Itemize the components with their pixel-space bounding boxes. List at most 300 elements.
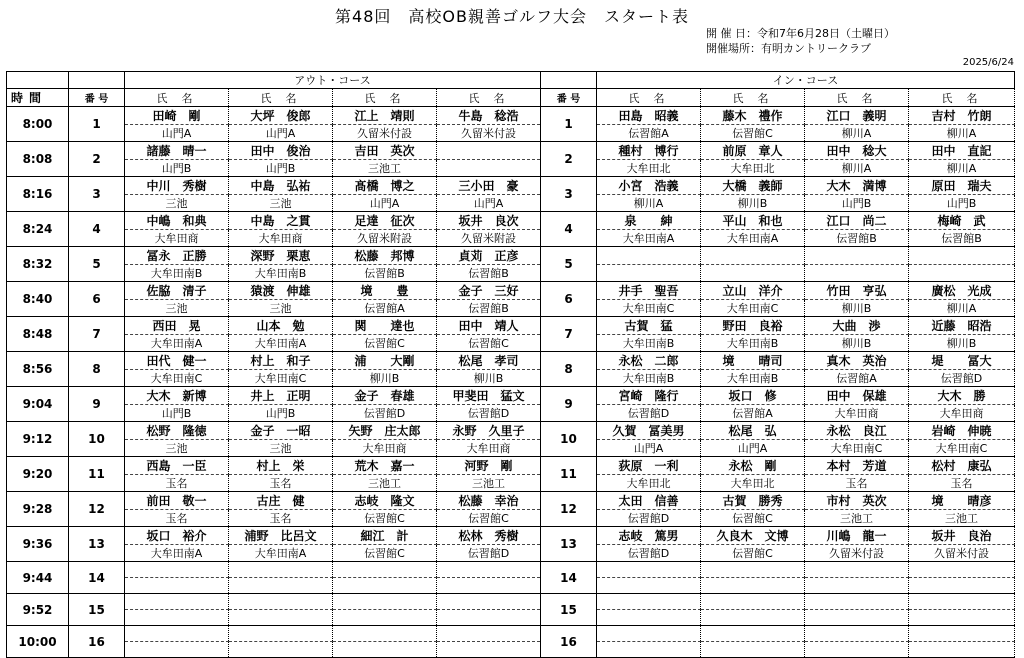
player-name: 永野 久里子 (437, 422, 541, 440)
player-name: 松藤 邦博 (333, 247, 437, 265)
player-club: 玉名 (229, 510, 333, 527)
tee-group-name-row (7, 527, 1015, 545)
player-club (597, 610, 701, 626)
player-name: 深野 栗恵 (229, 247, 333, 265)
player-club (229, 642, 333, 658)
player-club: 大牟田北 (597, 160, 701, 177)
tee-time: 10:00 (7, 626, 69, 658)
player-name (437, 562, 541, 578)
tee-group-club-row (7, 335, 1015, 352)
tee-group-name-row (7, 247, 1015, 265)
player-name: 志岐 隆文 (333, 492, 437, 510)
player-club: 久留米附設 (333, 230, 437, 247)
player-name: 大木 新博 (125, 387, 229, 405)
player-name: 本村 芳道 (805, 457, 909, 475)
name-header: 氏名 (125, 89, 229, 107)
player-club: 柳川B (805, 300, 909, 317)
tee-group-name-row (7, 282, 1015, 300)
tee-group-club-row (7, 610, 1015, 626)
tee-group-name-row (7, 492, 1015, 510)
player-club: 三池工 (333, 475, 437, 492)
player-club: 伝習館C (333, 510, 437, 527)
player-name: 田中 稔大 (805, 142, 909, 160)
out-group-number: 1 (69, 107, 125, 142)
player-name (437, 142, 541, 160)
player-name (333, 594, 437, 610)
player-name (125, 562, 229, 578)
player-name: 田崎 剛 (125, 107, 229, 125)
player-name: 藤木 禮作 (701, 107, 805, 125)
player-club: 久留米付設 (805, 545, 909, 562)
player-name (229, 594, 333, 610)
player-club: 柳川A (805, 160, 909, 177)
player-club (701, 610, 805, 626)
player-name (597, 247, 701, 265)
player-club (125, 642, 229, 658)
in-group-number: 12 (541, 492, 597, 527)
out-number-header: 番 号 (69, 89, 125, 107)
player-name: 荒木 嘉一 (333, 457, 437, 475)
player-club (805, 265, 909, 282)
player-name: 金子 三好 (437, 282, 541, 300)
player-name: 江口 義明 (805, 107, 909, 125)
player-club: 伝習館D (333, 405, 437, 422)
player-club (701, 265, 805, 282)
player-club: 大牟田商 (125, 230, 229, 247)
out-group-number: 9 (69, 387, 125, 422)
player-name: 田中 保雄 (805, 387, 909, 405)
player-name: 近藤 昭浩 (909, 317, 1015, 335)
in-group-number: 13 (541, 527, 597, 562)
player-name (597, 562, 701, 578)
player-club: 山門A (437, 195, 541, 212)
tee-group-club-row (7, 125, 1015, 142)
player-club: 伝習館B (909, 230, 1015, 247)
player-club: 伝習館A (701, 405, 805, 422)
start-table (6, 71, 1015, 658)
tee-time: 8:56 (7, 352, 69, 387)
tee-group-name-row (7, 317, 1015, 335)
in-number-header: 番 号 (541, 89, 597, 107)
player-club (701, 642, 805, 658)
player-name (805, 594, 909, 610)
player-club (333, 578, 437, 594)
player-club: 大牟田南C (597, 300, 701, 317)
player-club: 大牟田北 (701, 160, 805, 177)
player-name: 大坪 俊郎 (229, 107, 333, 125)
player-name: 境 豊 (333, 282, 437, 300)
player-name: 大曲 渉 (805, 317, 909, 335)
out-course-header: アウト・コース (125, 72, 541, 89)
player-name: 大木 満博 (805, 177, 909, 195)
out-group-number: 12 (69, 492, 125, 527)
blank-header (69, 72, 125, 89)
tee-time: 9:12 (7, 422, 69, 457)
blank-header (7, 72, 69, 89)
player-club: 大牟田北 (597, 475, 701, 492)
player-club: 玉名 (125, 510, 229, 527)
player-club: 山門B (125, 405, 229, 422)
player-club: 伝習館A (805, 370, 909, 387)
player-club (909, 642, 1015, 658)
in-group-number: 6 (541, 282, 597, 317)
out-group-number: 3 (69, 177, 125, 212)
player-club: 大牟田南A (701, 230, 805, 247)
player-name: 久賀 冨美男 (597, 422, 701, 440)
player-club: 三池 (125, 440, 229, 457)
player-name: 種村 博行 (597, 142, 701, 160)
in-group-number: 4 (541, 212, 597, 247)
player-club (125, 578, 229, 594)
player-name: 古賀 猛 (597, 317, 701, 335)
player-name (701, 562, 805, 578)
tee-group-name-row (7, 212, 1015, 230)
player-name: 境 晴彦 (909, 492, 1015, 510)
player-name: 田代 健一 (125, 352, 229, 370)
out-group-number: 8 (69, 352, 125, 387)
player-name: 泉 紳 (597, 212, 701, 230)
player-club (229, 578, 333, 594)
player-name: 荻原 一利 (597, 457, 701, 475)
name-header: 氏名 (437, 89, 541, 107)
player-name: 江口 尚二 (805, 212, 909, 230)
tee-group-club-row (7, 265, 1015, 282)
player-name (805, 247, 909, 265)
tee-group-club-row (7, 230, 1015, 247)
player-name (437, 594, 541, 610)
player-club: 柳川B (909, 335, 1015, 352)
player-club: 山門B (229, 405, 333, 422)
player-name: 甲斐田 猛文 (437, 387, 541, 405)
player-club: 大牟田商 (437, 440, 541, 457)
course-header-row (7, 72, 1015, 89)
player-name: 田中 俊治 (229, 142, 333, 160)
player-name: 田島 昭義 (597, 107, 701, 125)
player-name: 立山 洋介 (701, 282, 805, 300)
player-name: 志岐 篤男 (597, 527, 701, 545)
player-club: 柳川B (333, 370, 437, 387)
tee-group-club-row (7, 642, 1015, 658)
player-club: 柳川B (805, 335, 909, 352)
player-club: 大牟田商 (333, 440, 437, 457)
player-club: 伝習館D (597, 510, 701, 527)
player-name: 吉田 英次 (333, 142, 437, 160)
player-club (437, 160, 541, 177)
player-name: 小宮 浩義 (597, 177, 701, 195)
player-name: 大橋 義師 (701, 177, 805, 195)
tee-group-club-row (7, 475, 1015, 492)
player-club: 大牟田南C (125, 370, 229, 387)
player-club: 大牟田北 (701, 475, 805, 492)
player-club: 三池 (229, 440, 333, 457)
in-group-number: 10 (541, 422, 597, 457)
tee-group-name-row (7, 387, 1015, 405)
player-name: 永松 剛 (701, 457, 805, 475)
player-name (597, 594, 701, 610)
player-name: 古賀 勝秀 (701, 492, 805, 510)
in-group-number: 5 (541, 247, 597, 282)
tee-group-name-row (7, 107, 1015, 125)
name-header: 氏名 (333, 89, 437, 107)
player-club: 伝習館C (701, 125, 805, 142)
out-group-number: 6 (69, 282, 125, 317)
player-club: 大牟田南A (125, 545, 229, 562)
tee-time: 8:16 (7, 177, 69, 212)
tee-group-club-row (7, 160, 1015, 177)
player-name: 坂口 修 (701, 387, 805, 405)
tee-time: 9:28 (7, 492, 69, 527)
player-name: 松藤 幸治 (437, 492, 541, 510)
in-group-number: 16 (541, 626, 597, 658)
player-name: 猿渡 伸雄 (229, 282, 333, 300)
player-name (805, 562, 909, 578)
name-header: 氏名 (701, 89, 805, 107)
tee-group-club-row (7, 440, 1015, 457)
in-group-number: 3 (541, 177, 597, 212)
player-name: 松林 秀樹 (437, 527, 541, 545)
player-name: 竹田 亨弘 (805, 282, 909, 300)
player-name: 永松 良江 (805, 422, 909, 440)
player-name (909, 594, 1015, 610)
player-club: 玉名 (805, 475, 909, 492)
player-club (333, 610, 437, 626)
player-name: 境 晴司 (701, 352, 805, 370)
player-club: 伝習館C (333, 545, 437, 562)
player-club: 三池工 (437, 475, 541, 492)
player-name (229, 562, 333, 578)
player-club: 玉名 (909, 475, 1015, 492)
player-name: 中川 秀樹 (125, 177, 229, 195)
player-club: 伝習館B (805, 230, 909, 247)
player-name: 河野 剛 (437, 457, 541, 475)
player-club (437, 578, 541, 594)
tee-group-club-row (7, 300, 1015, 317)
player-club (909, 265, 1015, 282)
player-name: 西島 一臣 (125, 457, 229, 475)
player-club (437, 642, 541, 658)
player-name: 貞苅 正彦 (437, 247, 541, 265)
player-club: 大牟田南B (597, 370, 701, 387)
player-club: 大牟田南A (125, 335, 229, 352)
player-club: 山門A (701, 440, 805, 457)
player-club: 久留米付設 (333, 125, 437, 142)
tee-time: 8:40 (7, 282, 69, 317)
player-club (437, 610, 541, 626)
tee-group-name-row (7, 422, 1015, 440)
player-name: 古庄 健 (229, 492, 333, 510)
player-club (909, 610, 1015, 626)
player-club: 伝習館C (701, 545, 805, 562)
tee-group-club-row (7, 195, 1015, 212)
in-group-number: 1 (541, 107, 597, 142)
tee-time: 9:36 (7, 527, 69, 562)
player-club: 山門B (125, 160, 229, 177)
out-group-number: 5 (69, 247, 125, 282)
player-name: 金子 春雄 (333, 387, 437, 405)
blank-header (541, 72, 597, 89)
tee-time: 8:48 (7, 317, 69, 352)
player-club: 柳川A (597, 195, 701, 212)
player-name: 山本 勉 (229, 317, 333, 335)
player-club (805, 578, 909, 594)
player-name (701, 594, 805, 610)
name-header: 氏名 (909, 89, 1015, 107)
player-club: 柳川A (909, 160, 1015, 177)
player-club: 山門A (333, 195, 437, 212)
out-group-number: 10 (69, 422, 125, 457)
print-date: 2025/6/24 (962, 57, 1014, 68)
player-club: 伝習館A (333, 300, 437, 317)
in-group-number: 15 (541, 594, 597, 626)
page-title: 第48回 高校OB親善ゴルフ大会 スタート表 (335, 7, 689, 26)
in-group-number: 11 (541, 457, 597, 492)
tee-time: 8:08 (7, 142, 69, 177)
player-club: 山門A (597, 440, 701, 457)
player-club: 久留米付設 (909, 545, 1015, 562)
tee-time: 8:00 (7, 107, 69, 142)
player-club: 玉名 (125, 475, 229, 492)
player-club (597, 578, 701, 594)
player-name: 足達 征次 (333, 212, 437, 230)
player-name: 梅崎 武 (909, 212, 1015, 230)
player-club: 大牟田南B (229, 265, 333, 282)
player-name: 細江 計 (333, 527, 437, 545)
in-group-number: 2 (541, 142, 597, 177)
player-club: 三池工 (333, 160, 437, 177)
player-club: 大牟田南B (125, 265, 229, 282)
player-club: 柳川A (805, 125, 909, 142)
tee-group-name-row (7, 352, 1015, 370)
tee-time: 8:24 (7, 212, 69, 247)
player-club: 伝習館D (909, 370, 1015, 387)
player-club: 大牟田南C (805, 440, 909, 457)
player-club: 三池 (125, 300, 229, 317)
player-name: 大木 勝 (909, 387, 1015, 405)
player-name: 原田 瑞夫 (909, 177, 1015, 195)
player-club: 大牟田南A (597, 230, 701, 247)
player-club: 伝習館D (597, 545, 701, 562)
out-group-number: 16 (69, 626, 125, 658)
player-name: 太田 信善 (597, 492, 701, 510)
name-header: 氏名 (229, 89, 333, 107)
player-club: 三池 (229, 195, 333, 212)
player-name: 野田 良裕 (701, 317, 805, 335)
tee-group-name-row (7, 457, 1015, 475)
player-name: 堤 冨大 (909, 352, 1015, 370)
tee-time: 9:52 (7, 594, 69, 626)
tee-group-name-row (7, 594, 1015, 610)
player-club: 柳川B (437, 370, 541, 387)
player-name: 中島 之貫 (229, 212, 333, 230)
player-name (909, 247, 1015, 265)
player-name: 久良木 文博 (701, 527, 805, 545)
player-name: 矢野 庄太郎 (333, 422, 437, 440)
player-club: 伝習館B (437, 300, 541, 317)
player-name: 井上 正明 (229, 387, 333, 405)
player-club: 三池工 (909, 510, 1015, 527)
player-name: 廣松 光成 (909, 282, 1015, 300)
player-club: 柳川B (701, 195, 805, 212)
out-group-number: 14 (69, 562, 125, 594)
tee-group-club-row (7, 405, 1015, 422)
player-club: 伝習館C (333, 335, 437, 352)
player-name: 浦野 比呂文 (229, 527, 333, 545)
player-club: 玉名 (229, 475, 333, 492)
player-club: 伝習館D (437, 405, 541, 422)
player-name: 川嶋 龍一 (805, 527, 909, 545)
player-name (125, 594, 229, 610)
player-name: 三小田 豪 (437, 177, 541, 195)
player-name (333, 562, 437, 578)
player-name: 坂口 裕介 (125, 527, 229, 545)
in-course-header: イン・コース (597, 72, 1015, 89)
player-name: 松尾 孝司 (437, 352, 541, 370)
player-name: 坂井 良次 (437, 212, 541, 230)
player-club: 山門B (229, 160, 333, 177)
tee-time: 8:32 (7, 247, 69, 282)
tee-group-club-row (7, 578, 1015, 594)
player-name: 村上 和子 (229, 352, 333, 370)
name-header: 氏名 (805, 89, 909, 107)
player-name: 前田 敬一 (125, 492, 229, 510)
player-club (805, 610, 909, 626)
in-group-number: 7 (541, 317, 597, 352)
player-name: 冨永 正勝 (125, 247, 229, 265)
player-name: 松村 康弘 (909, 457, 1015, 475)
out-group-number: 11 (69, 457, 125, 492)
tee-group-club-row (7, 370, 1015, 387)
player-name: 宮崎 隆行 (597, 387, 701, 405)
player-club: 三池 (229, 300, 333, 317)
player-club: 大牟田南C (909, 440, 1015, 457)
tee-group-club-row (7, 510, 1015, 527)
player-club (909, 578, 1015, 594)
player-name: 田中 靖人 (437, 317, 541, 335)
player-name: 髙橋 博之 (333, 177, 437, 195)
player-club: 伝習館B (333, 265, 437, 282)
player-club: 山門B (909, 195, 1015, 212)
player-club (597, 265, 701, 282)
player-club: 大牟田南A (229, 545, 333, 562)
player-name: 永松 二郎 (597, 352, 701, 370)
tee-time: 9:04 (7, 387, 69, 422)
player-club (701, 578, 805, 594)
player-club: 山門B (805, 195, 909, 212)
player-club: 大牟田商 (229, 230, 333, 247)
tee-group-name-row (7, 177, 1015, 195)
player-name: 西田 晃 (125, 317, 229, 335)
player-name: 江上 靖則 (333, 107, 437, 125)
player-name: 松尾 弘 (701, 422, 805, 440)
player-club (333, 642, 437, 658)
player-name: 関 達也 (333, 317, 437, 335)
player-club: 大牟田南C (229, 370, 333, 387)
player-name: 真木 英治 (805, 352, 909, 370)
player-name: 岩崎 伸暁 (909, 422, 1015, 440)
player-name: 牛島 稔浩 (437, 107, 541, 125)
player-name: 松野 隆徳 (125, 422, 229, 440)
event-venue: 開催場所：有明カントリークラブ (706, 42, 871, 55)
player-name: 坂井 良治 (909, 527, 1015, 545)
tee-group-club-row (7, 545, 1015, 562)
player-club: 大牟田南A (229, 335, 333, 352)
out-group-number: 2 (69, 142, 125, 177)
player-club: 山門A (125, 125, 229, 142)
player-club (805, 642, 909, 658)
player-club (125, 610, 229, 626)
time-header: 時間 (7, 89, 69, 107)
player-name: 中嶋 和典 (125, 212, 229, 230)
